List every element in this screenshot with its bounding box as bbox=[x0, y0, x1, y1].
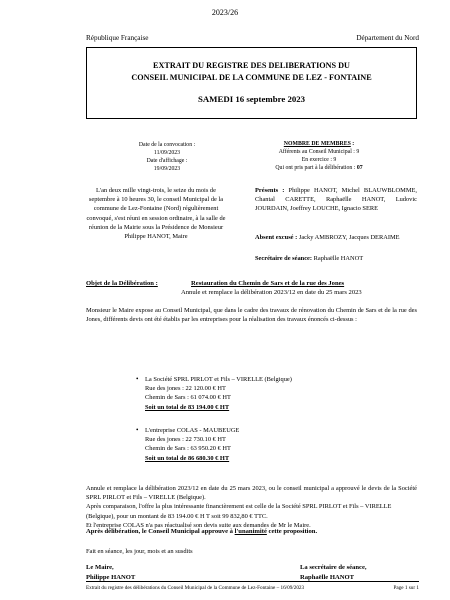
object-label-suffix: : bbox=[153, 280, 158, 287]
affichage-label: Date d'affichage : bbox=[146, 158, 188, 164]
secretary-signature bbox=[300, 563, 367, 583]
absents-block bbox=[255, 233, 417, 242]
members-heading-suffix: : bbox=[350, 141, 355, 147]
object-subtitle: Annule et remplace la délibération 2023/12 en date du 25 mars 2023 bbox=[181, 289, 362, 296]
presents-text: Philippe HANOT, Michel BLAUWBLOMME, Chantal CARETTE, Raphaëlle HANOT, Ludovic JOURDAIN, Joeffrey LOUCHE, Ignacio SERE bbox=[255, 187, 418, 213]
affichage-date: 19/09/2023 bbox=[153, 166, 181, 172]
title-line-1: EXTRAIT DU REGISTRE DES DELIBERATIONS DU bbox=[153, 61, 350, 70]
meeting-date: SAMEDI 16 septembre 2023 bbox=[197, 94, 306, 104]
approval-after: cette proposition. bbox=[266, 528, 318, 535]
bullet-icon: • bbox=[136, 426, 139, 434]
quote-total-label: Soit un total de bbox=[145, 454, 188, 462]
intro-paragraph: L'an deux mille vingt-trois, le seize du mois de septembre à 10 heures 30, le conseil Municipal de la commune de Lez-Fontaine (Nord) régulièrement convoqué, s'est réuni en session ordinaire, à la salle de réunion de la Mairie sous la Présidence de Monsieur Philippe HANOT, Maire bbox=[86, 187, 226, 241]
decision-colas: Et l'entreprise COLAS n'a pas réactualisé son devis suite aux demandes de Mr le Maire. bbox=[86, 521, 311, 529]
quote-company: La Société SPRL PIRLOT et Fils – VIRELLE (Belgique) bbox=[145, 376, 292, 383]
exposition-paragraph: Monsieur le Maire expose au Conseil Municipal, que dans le cadre des travaux de rénovation du Chemin de Sars et de la rue des Jones, différents devis ont été établis par les entreprises pour la réalisation des travaux énoncés ci-dessus : bbox=[86, 307, 417, 324]
absents-label: Absent excusé : bbox=[255, 234, 298, 241]
mayor-signature bbox=[86, 563, 135, 583]
decision-paragraph bbox=[86, 484, 417, 530]
republic-label: République Française bbox=[86, 34, 149, 42]
mayor-name: Philippe HANOT bbox=[86, 574, 136, 581]
mayor-title: Le Maire, bbox=[86, 564, 114, 571]
secretary-label: Secrétaire de séance: bbox=[255, 255, 313, 262]
quote-line-chemin: Chemin de Sars : 61 074.00 € HT bbox=[145, 394, 231, 402]
convocation-date: 11/09/2023 bbox=[153, 150, 181, 156]
secretary-name: Raphaëlle HANOT bbox=[300, 574, 355, 581]
approval-paragraph bbox=[86, 528, 417, 535]
members-exercice: En exercice : 9 bbox=[301, 157, 337, 163]
header-line bbox=[86, 34, 419, 42]
decision-annule: Annule et remplace la délibération 2023/12 en date du 25 mars 2023, ou le conseil municipal a approuvé le devis de la Société SPRL PIRLOT et Fils – VIRELLE (Belgique). bbox=[86, 485, 417, 502]
decision-comparaison: Après comparaison, l'offre la plus intéressante financièrement est celle de la Société SPRL PIRLOT et Fils – VIRELLE (Belgique), pour un montant de 83 194.00 € H T soit 99 832,80 € TTC. bbox=[86, 503, 392, 520]
quote-line-rue: Rue des jones : 22 120.00 € HT bbox=[145, 385, 226, 393]
footer-divider bbox=[86, 581, 419, 582]
absents-text: Jacky AMBROZY, Jacques DERAIME bbox=[297, 234, 400, 241]
quote-line-rue: Rue des jones : 22 730.10 € HT bbox=[145, 436, 226, 444]
members-part-value: 07 bbox=[356, 165, 363, 171]
secretary-block bbox=[255, 254, 417, 263]
quote-total-value: 86 680.30 € HT bbox=[187, 454, 230, 462]
members-part-label: Qui ont pris part à la délibération : bbox=[275, 165, 357, 171]
members-afferents: Afférents au Conseil Municipal : 9 bbox=[278, 149, 360, 155]
members-heading: NOMBRE DE MEMBRES bbox=[283, 141, 351, 147]
object-label: Objet de la Délibération bbox=[86, 280, 154, 287]
quote-line-chemin: Chemin de Sars : 63 950.20 € HT bbox=[145, 445, 231, 453]
quote-item bbox=[136, 426, 385, 463]
convocation-label: Date de la convocation : bbox=[138, 142, 196, 148]
quote-item bbox=[136, 375, 385, 412]
quote-total-value: 83 194.00 € HT bbox=[187, 403, 230, 411]
footer-text: Extrait du registre des délibérations du Conseil Municipal de la Commune de Lez-Fontaine – 16/09/2023 bbox=[86, 585, 305, 591]
title-box bbox=[86, 47, 417, 119]
secretary-title: La secrétaire de séance, bbox=[300, 564, 367, 571]
page-footer bbox=[86, 585, 419, 591]
page-number: Page 1 sur 1 bbox=[393, 585, 419, 591]
quote-total-label: Soit un total de bbox=[145, 403, 188, 411]
title-line-2: CONSEIL MUNICIPAL DE LA COMMUNE DE LEZ - FONTAINE bbox=[131, 73, 372, 82]
approval-emphasis: l'unanimité bbox=[234, 528, 267, 535]
approval-before: Après délibération, le Conseil Municipal approuve à bbox=[86, 528, 235, 535]
secretary-text: Raphaëlle HANOT bbox=[312, 255, 364, 262]
department-label: Département du Nord bbox=[356, 34, 419, 42]
quote-company: L'entreprise COLAS - MAUBEUGE bbox=[145, 427, 240, 434]
object-title: Restauration du Chemin de Sars et de la rue des Jones bbox=[191, 280, 345, 287]
closing-line: Fait en séance, les jour, mois et an susdits bbox=[86, 548, 193, 555]
convocation-block bbox=[108, 141, 226, 173]
presents-block bbox=[255, 186, 417, 214]
members-block bbox=[244, 140, 394, 172]
document-reference: 2023/26 bbox=[211, 8, 239, 17]
presents-label: Présents : bbox=[255, 187, 285, 194]
bullet-icon: • bbox=[136, 375, 139, 383]
